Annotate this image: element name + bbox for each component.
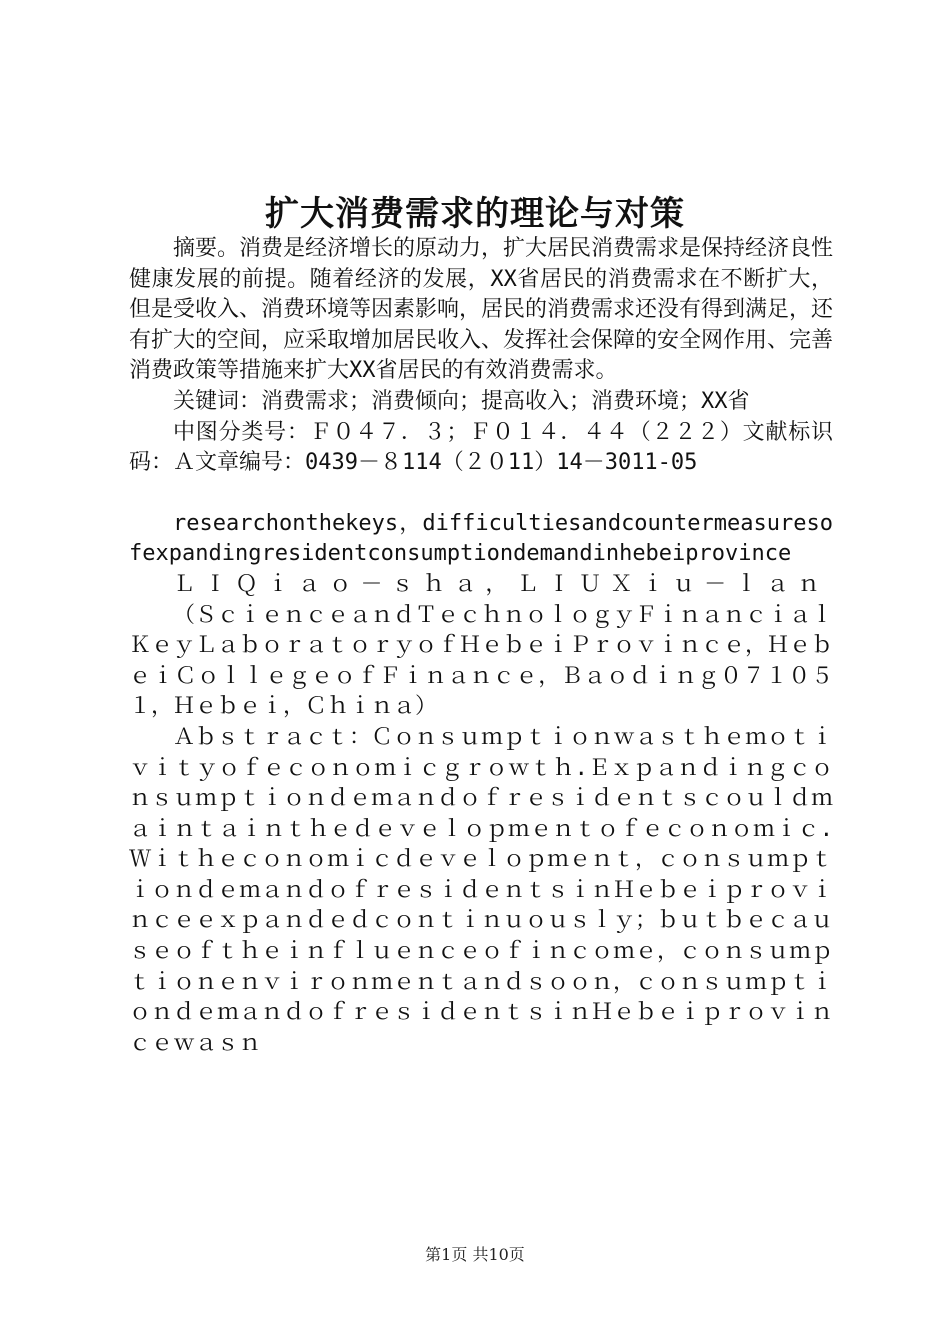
english-affiliation: （ＳｃｉｅｎｃｅａｎｄＴｅｃｈｎｏｌｏｇｙＦｉｎａｎｃｉａｌＫｅｙＬａｂｏｒａｔｏｒｙｏｆＨｅｂｅｉＰｒｏｖｉｎｃｅ，ＨｅｂｅｉＣｏｌｌｅｇｅｏｆＦｉｎａｎｃｅ，Ｂａｏｄｉｎｇ０７１０５１，Ｈｅｂｅｉ，Ｃｈｉｎａ）	[129, 602, 834, 720]
page-footer: 第1页 共10页	[425, 1245, 525, 1264]
keywords-cn: 关键词：消费需求；消费倾向；提高收入；消费环境；XX省	[173, 388, 750, 414]
english-abstract: Ａｂｓｔｒａｃｔ：Ｃｏｎｓｕｍｐｔｉｏｎｗａｓｔｈｅｍｏｔｉｖｉｔｙｏｆｅｃｏｎｏｍｉｃｇｒｏｗｔｈ.Ｅｘｐａｎｄｉｎｇｃｏｎｓｕｍｐｔｉｏｎｄｅｍａｎｄｏｆｒｅｓｉｄｅｎｔｓｃｏｕｌｄｍａｉｎｔａｉｎｔｈｅｄｅｖｅｌｏｐｍｅｎｔｏｆｅｃｏｎｏｍｉｃ.Ｗｉｔｈｅｃｏｎｏｍｉｃｄｅｖｅｌｏｐｍｅｎｔ，ｃｏｎｓｕｍｐｔｉｏｎｄｅｍａｎｄｏｆｒｅｓｉｄｅｎｔｓｉｎＨｅｂｅｉｐｒｏｖｉｎｃｅｅｘｐａｎｄｅｄｃｏｎｔｉｎｕｏｕｓｌｙ；ｂｕｔｂｅｃａｕｓｅｏｆｔｈｅｉｎｆｌｕｅｎｃｅｏｆｉｎｃｏｍｅ，ｃｏｎｓｕｍｐｔｉｏｎｅｎｖｉｒｏｎｍｅｎｔａｎｄｓｏｏｎ，ｃｏｎｓｕｍｐｔｉｏｎｄｅｍａｎｄｏｆｒｅｓｉｄｅｎｔｓｉｎＨｅｂｅｉｐｒｏｖｉｎｃｅｗａｓｎ	[129, 724, 834, 1056]
english-title: researchonthekeys，difficultiesandcountermeasuresofexpandingresidentconsumptiondemandinhebeiprovince	[129, 510, 833, 567]
classification-line: 中图分类号：Ｆ０４７．３；Ｆ０１４．４４（２２２）文献标识码：Ａ文章编号：0439－８114（２０11）14－3011-05	[129, 419, 833, 476]
document-body	[129, 234, 833, 1059]
paragraph-gap	[129, 479, 833, 509]
english-authors: ＬＩＱｉａｏ－ｓｈａ，ＬＩＵＸｉｕ－ｌａｎ	[173, 571, 830, 597]
abstract-cn: 摘要。消费是经济增长的原动力，扩大居民消费需求是保持经济良性健康发展的前提。随着经济的发展，XX省居民的消费需求在不断扩大，但是受收入、消费环境等因素影响，居民的消费需求还没有得到满足，还有扩大的空间，应采取增加居民收入、发挥社会保障的安全网作用、完善消费政策等措施来扩大XX省居民的有效消费需求。	[129, 236, 834, 384]
document-title: 扩大消费需求的理论与对策	[265, 194, 685, 234]
